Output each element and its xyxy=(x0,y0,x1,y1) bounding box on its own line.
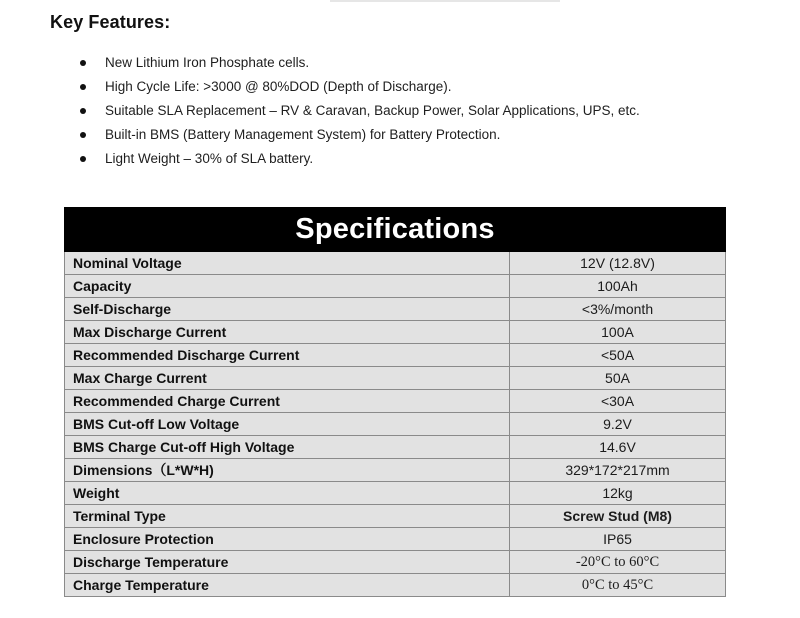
specifications-table xyxy=(64,207,726,597)
spec-value: <30A xyxy=(510,390,726,413)
spec-label: Nominal Voltage xyxy=(65,252,510,275)
spec-value: 0°C to 45°C xyxy=(510,574,726,597)
feature-text: High Cycle Life: >3000 @ 80%DOD (Depth of Discharge). xyxy=(105,79,452,94)
feature-text: New Lithium Iron Phosphate cells. xyxy=(105,55,310,70)
spec-label: Weight xyxy=(65,482,510,505)
bullet-icon xyxy=(80,156,86,162)
spec-value: 100Ah xyxy=(510,275,726,298)
spec-value: 14.6V xyxy=(510,436,726,459)
spec-label: Max Discharge Current xyxy=(65,321,510,344)
spec-label: Dimensions（L*W*H) xyxy=(65,459,510,482)
feature-text: Built-in BMS (Battery Management System) for Battery Protection. xyxy=(105,127,501,142)
spec-label: Max Charge Current xyxy=(65,367,510,390)
spec-row-capacity xyxy=(65,275,726,298)
spec-row-terminal-type xyxy=(65,505,726,528)
feature-item xyxy=(79,148,640,172)
bullet-icon xyxy=(80,132,86,138)
feature-text: Suitable SLA Replacement – RV & Caravan, Backup Power, Solar Applications, UPS, etc. xyxy=(105,103,640,118)
spec-value: 50A xyxy=(510,367,726,390)
spec-label: Capacity xyxy=(65,275,510,298)
spec-row-nominal-voltage xyxy=(65,252,726,275)
feature-item xyxy=(79,124,640,148)
spec-label: BMS Charge Cut-off High Voltage xyxy=(65,436,510,459)
spec-value: Screw Stud (M8) xyxy=(510,505,726,528)
spec-label: Terminal Type xyxy=(65,505,510,528)
spec-row-max-discharge-current xyxy=(65,321,726,344)
feature-item xyxy=(79,76,640,100)
feature-text: Light Weight – 30% of SLA battery. xyxy=(105,151,314,166)
spec-value: -20°C to 60°C xyxy=(510,551,726,574)
spec-label: BMS Cut-off Low Voltage xyxy=(65,413,510,436)
spec-label: Discharge Temperature xyxy=(65,551,510,574)
feature-item xyxy=(79,100,640,124)
spec-value: 100A xyxy=(510,321,726,344)
spec-label: Self-Discharge xyxy=(65,298,510,321)
spec-row-charge-temperature xyxy=(65,574,726,597)
key-features-heading: Key Features: xyxy=(50,12,171,32)
spec-row-bms-cutoff-low-voltage xyxy=(65,413,726,436)
spec-row-dimensions xyxy=(65,459,726,482)
bullet-icon xyxy=(80,108,86,114)
spec-row-max-charge-current xyxy=(65,367,726,390)
spec-label: Recommended Discharge Current xyxy=(65,344,510,367)
spec-row-discharge-temperature xyxy=(65,551,726,574)
bullet-icon xyxy=(80,60,86,66)
spec-label: Charge Temperature xyxy=(65,574,510,597)
bullet-icon xyxy=(80,84,86,90)
spec-value: 12kg xyxy=(510,482,726,505)
spec-value: 9.2V xyxy=(510,413,726,436)
spec-value: 12V (12.8V) xyxy=(510,252,726,275)
feature-item xyxy=(79,52,640,76)
spec-value: IP65 xyxy=(510,528,726,551)
spec-row-enclosure-protection xyxy=(65,528,726,551)
spec-value: <3%/month xyxy=(510,298,726,321)
specifications-header-row xyxy=(65,208,726,252)
key-features-list xyxy=(79,52,640,172)
spec-row-bms-charge-cutoff-high-voltage xyxy=(65,436,726,459)
spec-row-self-discharge xyxy=(65,298,726,321)
spec-label: Enclosure Protection xyxy=(65,528,510,551)
spec-value: <50A xyxy=(510,344,726,367)
specifications-title: Specifications xyxy=(65,208,726,252)
spec-row-weight xyxy=(65,482,726,505)
spec-row-recommended-charge-current xyxy=(65,390,726,413)
spec-value: 329*172*217mm xyxy=(510,459,726,482)
spec-label: Recommended Charge Current xyxy=(65,390,510,413)
spec-row-recommended-discharge-current xyxy=(65,344,726,367)
top-divider xyxy=(330,0,560,2)
